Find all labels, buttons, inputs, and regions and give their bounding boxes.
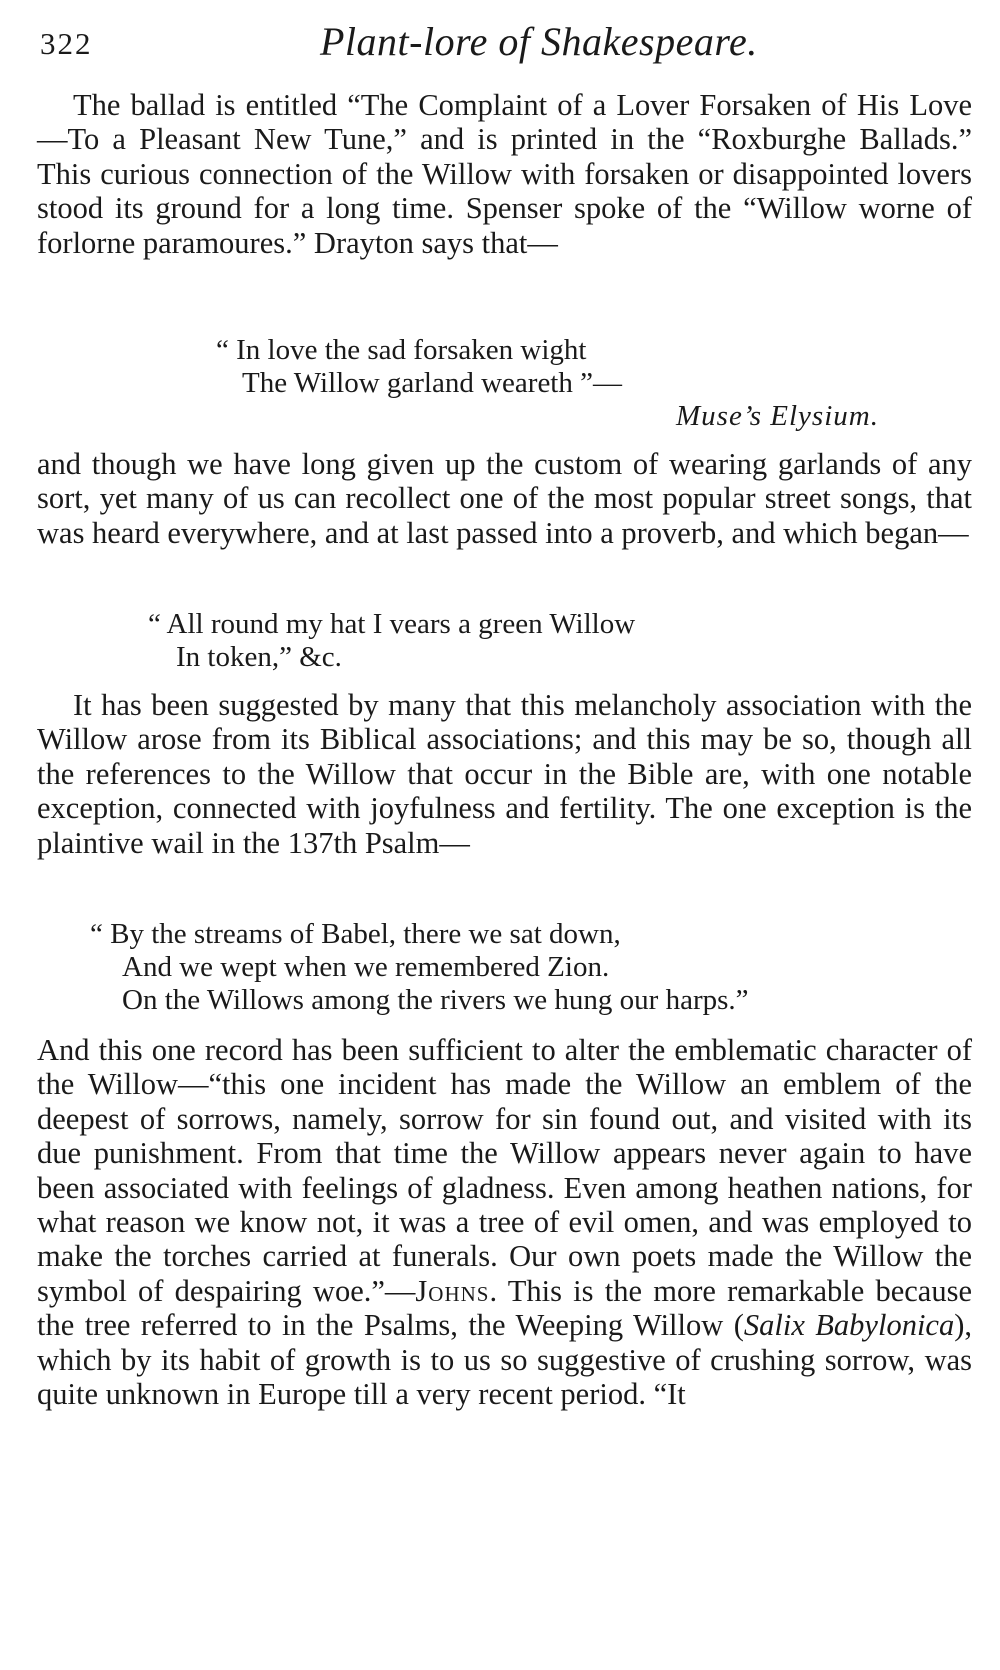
paragraph-emblem	[37, 1033, 972, 1411]
running-head	[40, 18, 970, 68]
verse-psalm-137	[90, 918, 749, 1017]
paragraph-text	[37, 1033, 972, 1411]
text-run: And this one record has been sufficient to alter the emblematic character of the Willow—“this one incident has made the Willow an emblem of the deepest of sorrows, namely, sorrow for sin found out, and visited with its due punishment. From that time the Willow appears never again to have been associated with feelings of gladness. Even among heathen nations, for what reason we know not, it was a tree of evil omen, and was employed to make the torches carried at funerals. Our own poets made the Willow the symbol of despairing woe.”—	[37, 1033, 972, 1308]
paragraph-street-songs	[37, 447, 972, 550]
verse-line: The Willow garland weareth ”—	[242, 367, 622, 399]
text-run: ), which by its habit of growth is to us so suggestive of crushing sorrow, was quite unknown in Europe till a very recent period. “It	[37, 1308, 973, 1412]
verse-line: In token,” &c.	[176, 641, 342, 673]
verse-attribution: Muse’s Elysium.	[676, 400, 879, 432]
author-name: Johns	[415, 1273, 490, 1308]
paragraph-text: The ballad is entitled “The Complaint of a Lover Forsaken of His Love—To a Pleasant New Tune,” and is printed in the “Roxburghe Ballads.” This curious connection of the Willow with forsaken or disappointed lovers stood its ground for a long time. Spenser spoke of the “Willow worne of forlorne paramoures.” Drayton says that—	[37, 88, 972, 260]
verse-line: “ All round my hat I vears a green Willow	[148, 608, 636, 640]
text-run: . This is the more remarkable because the tree referred to in the Psalms, the Weeping Willow (	[37, 1273, 973, 1343]
verse-line: And we wept when we remembered Zion.	[122, 951, 610, 983]
paragraph-text: and though we have long given up the custom of wearing garlands of any sort, yet many of us can recollect one of the most popular street songs, that was heard everywhere, and at last passed into a proverb, and which began—	[37, 447, 972, 550]
latin-name: Salix Babylonica	[743, 1308, 955, 1343]
verse-line: “ In love the sad forsaken wight	[216, 334, 587, 366]
verse-line: “ By the streams of Babel, there we sat down,	[90, 918, 621, 950]
page-number: 322	[40, 26, 93, 61]
verse-line: On the Willows among the rivers we hung our harps.”	[122, 984, 749, 1016]
paragraph-ballad	[37, 88, 972, 260]
paragraph-text: It has been suggested by many that this melancholy association with the Willow arose from its Biblical associations; and this may be so, though all the references to the Willow that occur in the Bible are, with one notable exception, connected with joyfulness and fertility. The one exception is the plaintive wail in the 137th Psalm—	[37, 688, 972, 860]
paragraph-biblical	[37, 688, 972, 860]
running-title: Plant-lore of Shakespeare.	[320, 19, 758, 64]
verse-drayton	[216, 334, 622, 400]
verse-all-round-my-hat	[148, 608, 635, 674]
